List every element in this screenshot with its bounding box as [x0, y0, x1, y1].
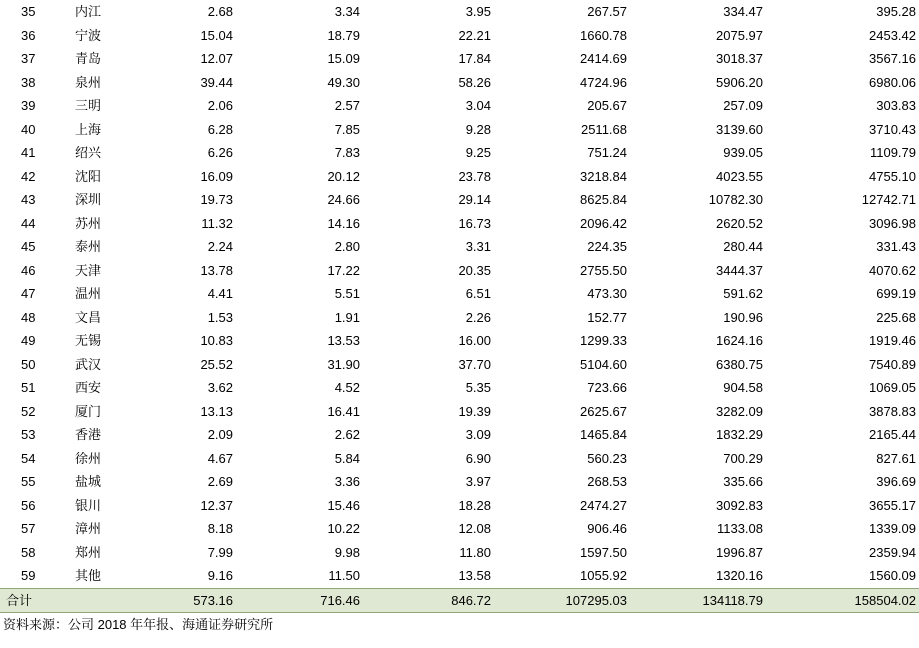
source-note: 资料来源：公司 2018 年年报、海通证券研究所: [3, 617, 274, 632]
total-value-v4: 107295.03: [494, 588, 630, 613]
value-cell-v2: 7.85: [334, 121, 360, 137]
row-index: 42: [21, 168, 36, 184]
value-cell-v1: 39.44: [200, 74, 233, 90]
value-cell-v6: 699.19: [876, 286, 916, 301]
value-cell-v3: 22.21: [458, 27, 491, 43]
value-cell-v2: 3.34: [334, 4, 360, 19]
value-cell-v5: 280.44: [723, 239, 763, 254]
table-row: [0, 282, 919, 306]
row-index: 47: [21, 286, 36, 301]
value-cell-v2: 13.53: [327, 333, 360, 348]
value-cell-v4: 1055.92: [580, 568, 627, 583]
value-cell-v6: 7540.89: [869, 356, 916, 372]
value-cell-v4: 267.57: [587, 4, 627, 19]
value-cell-v3: 16.00: [458, 333, 491, 348]
value-cell-v6: 225.68: [876, 309, 916, 325]
total-value-v2: 716.46: [236, 588, 363, 613]
value-cell-v2: 9.98: [334, 544, 360, 560]
value-cell-v5: 1832.29: [716, 427, 763, 442]
value-cell-v4: 224.35: [587, 239, 627, 254]
value-cell-v2: 4.52: [334, 380, 360, 395]
value-cell-v3: 9.25: [465, 145, 491, 160]
value-cell-v6: 827.61: [876, 450, 916, 466]
row-index: 59: [21, 568, 36, 583]
value-cell-v2: 11.50: [328, 568, 360, 583]
table-row: [0, 400, 919, 424]
value-cell-v3: 2.26: [465, 309, 491, 325]
value-cell-v5: 3018.37: [716, 51, 763, 66]
total-value-v5: 134118.79: [630, 588, 766, 613]
city-name: 青岛: [75, 51, 102, 66]
value-cell-v1: 25.52: [200, 356, 233, 372]
value-cell-v5: 257.09: [723, 98, 763, 113]
table-row: [0, 141, 919, 165]
value-cell-v4: 560.23: [587, 450, 627, 466]
total-value-v6: 158504.02: [766, 588, 919, 613]
value-cell-v4: 268.53: [587, 474, 627, 489]
value-cell-v2: 16.41: [327, 403, 360, 419]
value-cell-v6: 1919.46: [869, 333, 916, 348]
table-row: [0, 541, 919, 565]
value-cell-v1: 19.73: [200, 192, 233, 207]
value-cell-v2: 10.22: [327, 521, 360, 536]
value-cell-v3: 12.08: [458, 521, 491, 536]
value-cell-v3: 13.58: [458, 568, 491, 583]
row-index: 56: [21, 497, 36, 513]
value-cell-v2: 2.57: [334, 98, 360, 113]
value-cell-v6: 3878.83: [869, 403, 916, 419]
value-cell-v6: 4070.62: [869, 262, 916, 278]
value-cell-v1: 13.13: [200, 403, 233, 419]
table-row: [0, 118, 919, 142]
value-cell-v3: 6.90: [465, 450, 491, 466]
row-index: 57: [21, 521, 36, 536]
value-cell-v1: 16.09: [200, 168, 233, 184]
value-cell-v3: 3.04: [465, 98, 491, 113]
value-cell-v1: 6.26: [207, 145, 233, 160]
city-name: 武汉: [75, 356, 102, 372]
table-row: [0, 0, 919, 24]
table-row: [0, 470, 919, 494]
city-name: 深圳: [75, 192, 102, 207]
value-cell-v3: 6.51: [465, 286, 491, 301]
value-cell-v5: 1996.87: [716, 544, 763, 560]
row-index: 55: [21, 474, 36, 489]
value-cell-v4: 1299.33: [580, 333, 627, 348]
value-cell-v2: 49.30: [327, 74, 360, 90]
value-cell-v4: 751.24: [587, 145, 627, 160]
value-cell-v6: 12742.71: [861, 192, 916, 207]
value-cell-v3: 23.78: [458, 168, 491, 184]
value-cell-v1: 13.78: [200, 262, 233, 278]
city-name: 文昌: [75, 309, 102, 325]
value-cell-v6: 395.28: [876, 4, 916, 19]
table-row: [0, 188, 919, 212]
value-cell-v5: 700.29: [723, 450, 763, 466]
value-cell-v2: 24.66: [327, 192, 360, 207]
value-cell-v6: 1109.79: [869, 145, 916, 160]
value-cell-v1: 2.69: [207, 474, 233, 489]
value-cell-v2: 2.80: [334, 239, 360, 254]
value-cell-v5: 335.66: [723, 474, 763, 489]
total-value-v1: 573.16: [140, 588, 236, 613]
value-cell-v5: 939.05: [723, 145, 763, 160]
value-cell-v1: 2.09: [207, 427, 233, 442]
value-cell-v2: 20.12: [327, 168, 360, 184]
value-cell-v6: 4755.10: [869, 168, 916, 184]
table-row: [0, 259, 919, 283]
value-cell-v6: 396.69: [876, 474, 916, 489]
value-cell-v2: 17.22: [327, 262, 360, 278]
table-row: [0, 564, 919, 588]
value-cell-v4: 5104.60: [580, 356, 627, 372]
row-index: 58: [21, 544, 36, 560]
value-cell-v5: 6380.75: [716, 356, 763, 372]
value-cell-v4: 205.67: [587, 98, 627, 113]
value-cell-v3: 29.14: [458, 192, 491, 207]
row-index: 44: [21, 215, 36, 231]
value-cell-v5: 190.96: [723, 309, 763, 325]
value-cell-v5: 1320.16: [716, 568, 763, 583]
total-row: [0, 588, 919, 613]
row-index: 35: [21, 4, 36, 19]
value-cell-v1: 2.06: [207, 98, 233, 113]
value-cell-v1: 11.32: [201, 215, 233, 231]
city-name: 泉州: [75, 74, 102, 90]
value-cell-v6: 303.83: [876, 98, 916, 113]
value-cell-v6: 331.43: [876, 239, 916, 254]
city-name: 香港: [75, 427, 102, 442]
value-cell-v5: 10782.30: [708, 192, 763, 207]
row-index: 50: [21, 356, 36, 372]
value-cell-v5: 2075.97: [716, 27, 763, 43]
table-row: [0, 165, 919, 189]
table-row: [0, 71, 919, 95]
row-index: 43: [21, 192, 36, 207]
value-cell-v5: 2620.52: [716, 215, 763, 231]
value-cell-v6: 1339.09: [869, 521, 916, 536]
value-cell-v6: 6980.06: [869, 74, 916, 90]
total-label: 合计: [0, 588, 140, 613]
city-name: 绍兴: [75, 145, 102, 160]
value-cell-v2: 2.62: [334, 427, 360, 442]
value-cell-v4: 1660.78: [580, 27, 627, 43]
city-name: 三明: [75, 98, 102, 113]
value-cell-v1: 4.67: [207, 450, 233, 466]
table-row: [0, 447, 919, 471]
city-name: 徐州: [75, 450, 102, 466]
city-name: 温州: [75, 286, 102, 301]
table-row: [0, 376, 919, 400]
value-cell-v4: 473.30: [587, 286, 627, 301]
value-cell-v6: 2453.42: [869, 27, 916, 43]
value-cell-v3: 5.35: [465, 380, 491, 395]
city-name: 沈阳: [75, 168, 102, 184]
value-cell-v3: 16.73: [458, 215, 491, 231]
row-index: 49: [21, 333, 36, 348]
value-cell-v5: 1624.16: [716, 333, 763, 348]
value-cell-v1: 6.28: [207, 121, 233, 137]
value-cell-v5: 1133.08: [716, 521, 763, 536]
value-cell-v4: 906.46: [587, 521, 627, 536]
value-cell-v5: 3139.60: [716, 121, 763, 137]
row-index: 37: [21, 51, 36, 66]
city-name: 天津: [75, 262, 102, 278]
value-cell-v1: 1.53: [207, 309, 233, 325]
row-index: 52: [21, 403, 36, 419]
row-index: 38: [21, 74, 36, 90]
table-row: [0, 94, 919, 118]
value-cell-v1: 12.37: [200, 497, 233, 513]
city-name: 盐城: [75, 474, 102, 489]
value-cell-v4: 2414.69: [580, 51, 627, 66]
value-cell-v1: 8.18: [207, 521, 233, 536]
value-cell-v3: 3.31: [465, 239, 491, 254]
value-cell-v2: 31.90: [327, 356, 360, 372]
row-index: 45: [21, 239, 36, 254]
value-cell-v3: 9.28: [465, 121, 491, 137]
city-name: 其他: [75, 568, 102, 583]
value-cell-v5: 5906.20: [716, 74, 763, 90]
row-index: 36: [21, 27, 36, 43]
city-name: 厦门: [75, 403, 102, 419]
value-cell-v3: 11.80: [459, 544, 491, 560]
value-cell-v4: 8625.84: [580, 192, 627, 207]
value-cell-v3: 20.35: [458, 262, 491, 278]
value-cell-v6: 3096.98: [869, 215, 916, 231]
value-cell-v3: 58.26: [458, 74, 491, 90]
value-cell-v1: 15.04: [200, 27, 233, 43]
value-cell-v4: 2511.68: [580, 121, 627, 137]
value-cell-v4: 1597.50: [580, 544, 627, 560]
city-name: 宁波: [75, 27, 102, 43]
value-cell-v1: 7.99: [207, 544, 233, 560]
row-index: 53: [21, 427, 36, 442]
value-cell-v2: 5.84: [334, 450, 360, 466]
value-cell-v3: 3.09: [465, 427, 491, 442]
value-cell-v2: 18.79: [327, 27, 360, 43]
total-value-v3: 846.72: [363, 588, 494, 613]
row-index: 54: [21, 450, 36, 466]
value-cell-v1: 4.41: [207, 286, 233, 301]
row-index: 41: [21, 145, 36, 160]
value-cell-v4: 2755.50: [580, 262, 627, 278]
row-index: 51: [21, 380, 36, 395]
value-cell-v4: 152.77: [587, 309, 627, 325]
value-cell-v1: 2.24: [207, 239, 233, 254]
value-cell-v3: 3.97: [465, 474, 491, 489]
value-cell-v6: 2359.94: [869, 544, 916, 560]
value-cell-v6: 3710.43: [869, 121, 916, 137]
value-cell-v4: 3218.84: [580, 168, 627, 184]
value-cell-v4: 2474.27: [580, 497, 627, 513]
value-cell-v3: 17.84: [458, 51, 491, 66]
value-cell-v5: 334.47: [723, 4, 763, 19]
city-name: 内江: [75, 4, 102, 19]
city-name: 上海: [75, 121, 102, 137]
city-name: 西安: [75, 380, 102, 395]
value-cell-v6: 3567.16: [869, 51, 916, 66]
value-cell-v2: 7.83: [334, 145, 360, 160]
table-row: [0, 423, 919, 447]
value-cell-v3: 3.95: [465, 4, 491, 19]
value-cell-v3: 18.28: [458, 497, 491, 513]
city-name: 泰州: [75, 239, 102, 254]
value-cell-v3: 37.70: [458, 356, 491, 372]
value-cell-v2: 14.16: [327, 215, 360, 231]
city-name: 郑州: [75, 544, 102, 560]
table-row: [0, 353, 919, 377]
value-cell-v4: 2625.67: [580, 403, 627, 419]
value-cell-v5: 4023.55: [716, 168, 763, 184]
table-row: [0, 517, 919, 541]
value-cell-v2: 15.09: [327, 51, 360, 66]
value-cell-v2: 3.36: [334, 474, 360, 489]
table-row: [0, 306, 919, 330]
value-cell-v5: 591.62: [723, 286, 763, 301]
value-cell-v1: 10.83: [200, 333, 233, 348]
value-cell-v6: 3655.17: [869, 497, 916, 513]
value-cell-v4: 1465.84: [580, 427, 627, 442]
city-name: 无锡: [75, 333, 102, 348]
value-cell-v4: 723.66: [587, 380, 627, 395]
value-cell-v5: 3092.83: [716, 497, 763, 513]
value-cell-v5: 3444.37: [716, 262, 763, 278]
value-cell-v6: 2165.44: [869, 427, 916, 442]
value-cell-v1: 2.68: [207, 4, 233, 19]
city-name: 银川: [75, 497, 102, 513]
row-index: 48: [21, 309, 36, 325]
table-row: [0, 47, 919, 71]
table-row: [0, 212, 919, 236]
value-cell-v3: 19.39: [458, 403, 491, 419]
value-cell-v2: 15.46: [327, 497, 360, 513]
table-row: [0, 494, 919, 518]
value-cell-v1: 9.16: [207, 568, 233, 583]
row-index: 40: [21, 121, 36, 137]
table-row: [0, 235, 919, 259]
value-cell-v6: 1560.09: [869, 568, 916, 583]
value-cell-v1: 12.07: [200, 51, 233, 66]
table-row: [0, 24, 919, 48]
value-cell-v5: 904.58: [723, 380, 763, 395]
value-cell-v5: 3282.09: [716, 403, 763, 419]
value-cell-v2: 5.51: [334, 286, 360, 301]
value-cell-v4: 2096.42: [580, 215, 627, 231]
value-cell-v6: 1069.05: [869, 380, 916, 395]
value-cell-v1: 3.62: [207, 380, 233, 395]
value-cell-v4: 4724.96: [580, 74, 627, 90]
value-cell-v2: 1.91: [334, 309, 360, 325]
city-name: 漳州: [75, 521, 102, 536]
row-index: 46: [21, 262, 36, 278]
table-row: [0, 329, 919, 353]
row-index: 39: [21, 98, 36, 113]
city-name: 苏州: [75, 215, 102, 231]
